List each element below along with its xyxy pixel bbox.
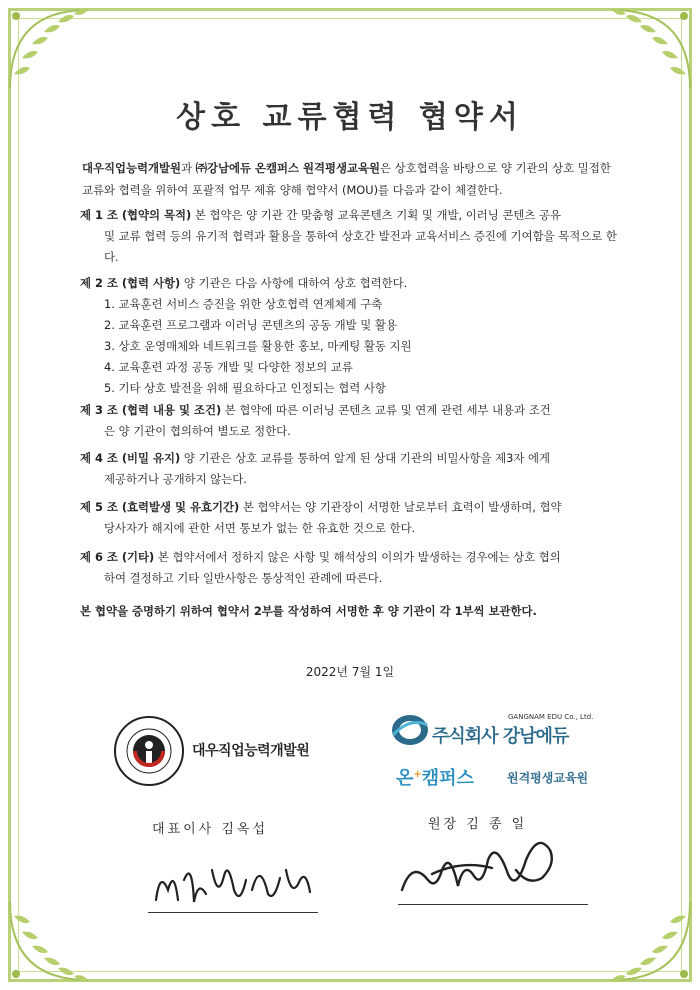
article-2 <box>80 273 625 399</box>
oncampus-plus: + <box>413 769 422 780</box>
oncampus-subtitle: 원격평생교육원 <box>507 771 589 785</box>
article-body: 양 기관은 상호 교류를 통하여 알게 된 상대 기관의 비밀사항을 제3자 에게 <box>180 451 551 465</box>
article-heading: 제 1 조 (협약의 목적) <box>80 208 192 222</box>
floral-corner-ornament <box>4 4 94 94</box>
floral-corner-ornament <box>606 896 696 986</box>
list-item: 3. 상호 운영매체와 네트워크를 활용한 홍보, 마케팅 활동 지원 <box>104 339 412 353</box>
article-body: 본 협약서에서 정하지 않은 사항 및 해석상의 이의가 발생하는 경우에는 상호 협의 <box>154 550 561 564</box>
list-item: 2. 교육훈련 프로그램과 이러닝 콘텐츠의 공동 개발 및 활용 <box>104 318 397 332</box>
right-signature-line <box>398 904 588 905</box>
signing-date: 2022년 7월 1일 <box>305 665 395 679</box>
intro-paragraph <box>82 157 622 201</box>
company-english-name: GANGNAM EDU Co., Ltd. <box>508 713 594 721</box>
article-heading: 제 2 조 (협력 사항) <box>80 276 181 290</box>
document-title: 상호 교류협력 협약서 <box>176 100 524 135</box>
left-representative: 대표이사 김옥섭 <box>152 822 269 837</box>
article-heading: 제 5 조 (효력발생 및 유효기간) <box>80 500 240 514</box>
closing-statement: 본 협약을 증명하기 위하여 협약서 2부를 작성하여 서명한 후 양 기관이 각 1부씩 보관한다. <box>80 604 537 618</box>
left-signature-line <box>148 912 318 913</box>
list-item: 1. 교육훈련 서비스 증진을 위한 상호협력 연계체계 구축 <box>104 297 383 311</box>
left-signature <box>148 850 316 916</box>
party-a: 대우직업능력개발원 <box>82 161 182 175</box>
article-body: 양 기관은 다음 사항에 대하여 상호 협력한다. <box>180 276 408 290</box>
intro-conj: 과 <box>181 161 196 175</box>
article-heading: 제 4 조 (비밀 유지) <box>80 451 181 465</box>
article-body: 본 협약서는 양 기관장이 서명한 날로부터 효력이 발생하며, 협약 <box>239 500 562 514</box>
article-6 <box>80 547 625 589</box>
article-continuation: 당사자가 해지에 관한 서면 통보가 없는 한 유효한 것으로 한다. <box>104 521 416 535</box>
floral-corner-ornament <box>4 896 94 986</box>
cooperation-items <box>80 294 625 399</box>
article-heading: 제 3 조 (협력 내용 및 조건) <box>80 403 222 417</box>
article-continuation: 은 양 기관이 협의하여 별도로 정한다. <box>104 424 291 438</box>
oncampus-on: 온 <box>396 768 414 789</box>
left-organization-name: 대우직업능력개발원 <box>192 743 310 759</box>
article-continuation: 및 교류 협력 등의 유기적 협력과 활용을 통하여 상호간 발전과 교육서비스 증진에 기여함을 목적으로 한다. <box>104 229 617 264</box>
article-heading: 제 6 조 (기타) <box>80 550 155 564</box>
right-representative: 원장 김 종 일 <box>428 817 528 832</box>
floral-corner-ornament <box>606 4 696 94</box>
intro-rest: 은 상호협력을 바탕으로 양 기관의 상호 밀접한 교류와 협력을 위하여 포괄적 업무 제휴 양해 협약서 (MOU)를 다음과 같이 체결한다. <box>82 161 611 197</box>
list-item: 5. 기타 상호 발전을 위해 필요하다고 인정되는 협력 사항 <box>104 381 386 395</box>
party-b: ㈜강남에듀 온캠퍼스 원격평생교육원 <box>195 161 381 175</box>
article-3 <box>80 400 625 442</box>
right-company-name: 주식회사 강남에듀 <box>432 726 569 747</box>
list-item: 4. 교육훈련 과정 공동 개발 및 다양한 정보의 교류 <box>104 360 353 374</box>
oncampus-brand <box>396 764 474 790</box>
dwit-seal-logo <box>113 715 185 787</box>
right-signature <box>392 830 560 910</box>
article-body: 본 협약은 양 기관 간 맞춤형 교육콘텐츠 기획 및 개발, 이러닝 콘텐츠 공유 <box>191 208 562 222</box>
article-body: 본 협약에 따른 이러닝 콘텐츠 교류 및 연계 관련 세부 내용과 조건 <box>221 403 551 417</box>
article-continuation: 제공하거나 공개하지 않는다. <box>104 472 247 486</box>
gn-logo <box>390 713 430 747</box>
article-continuation: 하여 결정하고 기타 일반사항은 통상적인 관례에 따른다. <box>104 571 383 585</box>
oncampus-rest: 캠퍼스 <box>421 768 474 789</box>
article-4 <box>80 448 625 490</box>
article-1 <box>80 205 625 268</box>
article-5 <box>80 497 625 539</box>
